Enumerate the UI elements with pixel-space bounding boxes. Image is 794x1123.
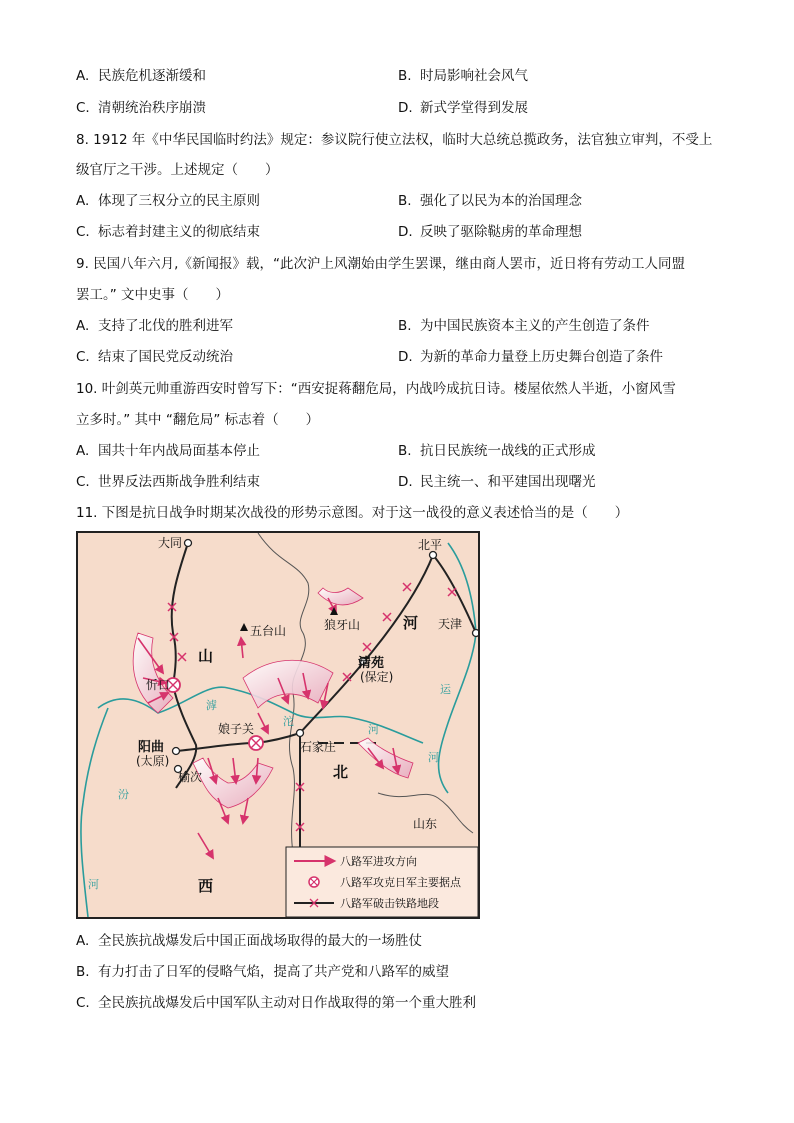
label-beiping: 北平 xyxy=(418,538,443,552)
q8-option-d: D. 反映了驱除鞑虏的革命理想 xyxy=(398,224,582,240)
q8-stem-line2: 级官厅之干涉。上述规定（ ） xyxy=(76,162,279,178)
q10-stem-line1: 10. 叶剑英元帅重游西安时曾写下：“西安捉蒋翻危局，内战吟成抗日诗。楼屋依然人半逝，小窗风雪 xyxy=(76,381,676,397)
q11-option-a: A. 全民族抗战爆发后中国正面战场取得的最大的一场胜仗 xyxy=(76,933,422,949)
legend-stronghold-label: 八路军攻克日军主要据点 xyxy=(340,876,461,889)
label-niangziguan: 娘子关 xyxy=(218,722,255,736)
label-qingyuan-paren: (保定) xyxy=(360,670,394,684)
q9-stem-line1: 9. 民国八年六月,《新闻报》载，“此次沪上风潮始由学生罢课，继由商人罢市，近日将有劳动工人同盟 xyxy=(76,256,685,272)
label-xinkou: 忻口 xyxy=(146,678,171,692)
q10-option-c: C. 世界反法西斯战争胜利结束 xyxy=(76,474,260,490)
battle-situation-map xyxy=(76,531,480,919)
label-tianjin: 天津 xyxy=(438,617,463,631)
region-he: 河 xyxy=(403,614,419,632)
q9-option-d: D. 为新的革命力量登上历史舞台创造了条件 xyxy=(398,349,663,365)
q9-stem-line2: 罢工。” 文中史事（ ） xyxy=(76,287,230,303)
q8-option-c: C. 标志着封建主义的彻底结束 xyxy=(76,224,260,240)
legend-railway-label: 八路军破击铁路地段 xyxy=(340,897,439,910)
label-yangqu: 阳曲 xyxy=(138,740,165,755)
river-hutuo-3: 河 xyxy=(368,723,379,736)
river-hutuo-1: 滹 xyxy=(206,699,217,712)
river-yun: 运 xyxy=(440,683,451,696)
label-shijiazhuang: 石家庄 xyxy=(300,740,337,754)
q11-stem: 11. 下图是抗日战争时期某次战役的形势示意图。对于这一战役的意义表述恰当的是（ ） xyxy=(76,505,629,521)
region-shan: 山 xyxy=(198,647,214,665)
label-datong: 大同 xyxy=(158,536,183,550)
q7-option-c: C. 清朝统治秩序崩溃 xyxy=(76,100,206,116)
q11-option-c: C. 全民族抗战爆发后中国军队主动对日作战取得的第一个重大胜利 xyxy=(76,995,476,1011)
label-qingyuan: 清苑 xyxy=(358,656,385,671)
river-fen-2: 河 xyxy=(88,878,99,891)
q11-option-b: B. 有力打击了日军的侵略气焰，提高了共产党和八路军的威望 xyxy=(76,964,449,980)
region-xi: 西 xyxy=(198,877,214,895)
river-fen-1: 汾 xyxy=(118,788,129,801)
q8-option-a: A. 体现了三权分立的民主原则 xyxy=(76,193,260,209)
map-legend xyxy=(286,847,478,917)
label-wutaishan: 五台山 xyxy=(250,624,287,638)
q10-option-a: A. 国共十年内战局面基本停止 xyxy=(76,443,260,459)
q10-option-d: D. 民主统一、和平建国出现曙光 xyxy=(398,474,596,490)
label-shandong: 山东 xyxy=(413,817,438,831)
river-hutuo-2: 沱 xyxy=(283,715,294,728)
q8-stem-line1: 8. 1912 年《中华民国临时约法》规定：参议院行使立法权，临时大总统总揽政务，法官独立审判，不受上 xyxy=(76,132,713,148)
q9-option-b: B. 为中国民族资本主义的产生创造了条件 xyxy=(398,318,650,334)
label-yuci: 榆次 xyxy=(178,770,203,784)
q7-option-b: B. 时局影响社会风气 xyxy=(398,68,528,84)
q10-option-b: B. 抗日民族统一战线的正式形成 xyxy=(398,443,596,459)
map-svg xyxy=(78,533,478,917)
river-yun-he: 河 xyxy=(428,751,439,764)
q7-option-a: A. 民族危机逐渐缓和 xyxy=(76,68,206,84)
region-bei: 北 xyxy=(333,763,349,781)
label-langyashan: 狼牙山 xyxy=(324,618,361,632)
legend-attack-label: 八路军进攻方向 xyxy=(340,855,417,868)
q9-option-c: C. 结束了国民党反动统治 xyxy=(76,349,233,365)
q7-option-d: D. 新式学堂得到发展 xyxy=(398,100,528,116)
q8-option-b: B. 强化了以民为本的治国理念 xyxy=(398,193,582,209)
q9-option-a: A. 支持了北伐的胜利进军 xyxy=(76,318,233,334)
q10-stem-line2: 立多时。” 其中 “翻危局” 标志着（ ） xyxy=(76,412,320,428)
label-taiyuan-paren: (太原) xyxy=(136,754,170,768)
